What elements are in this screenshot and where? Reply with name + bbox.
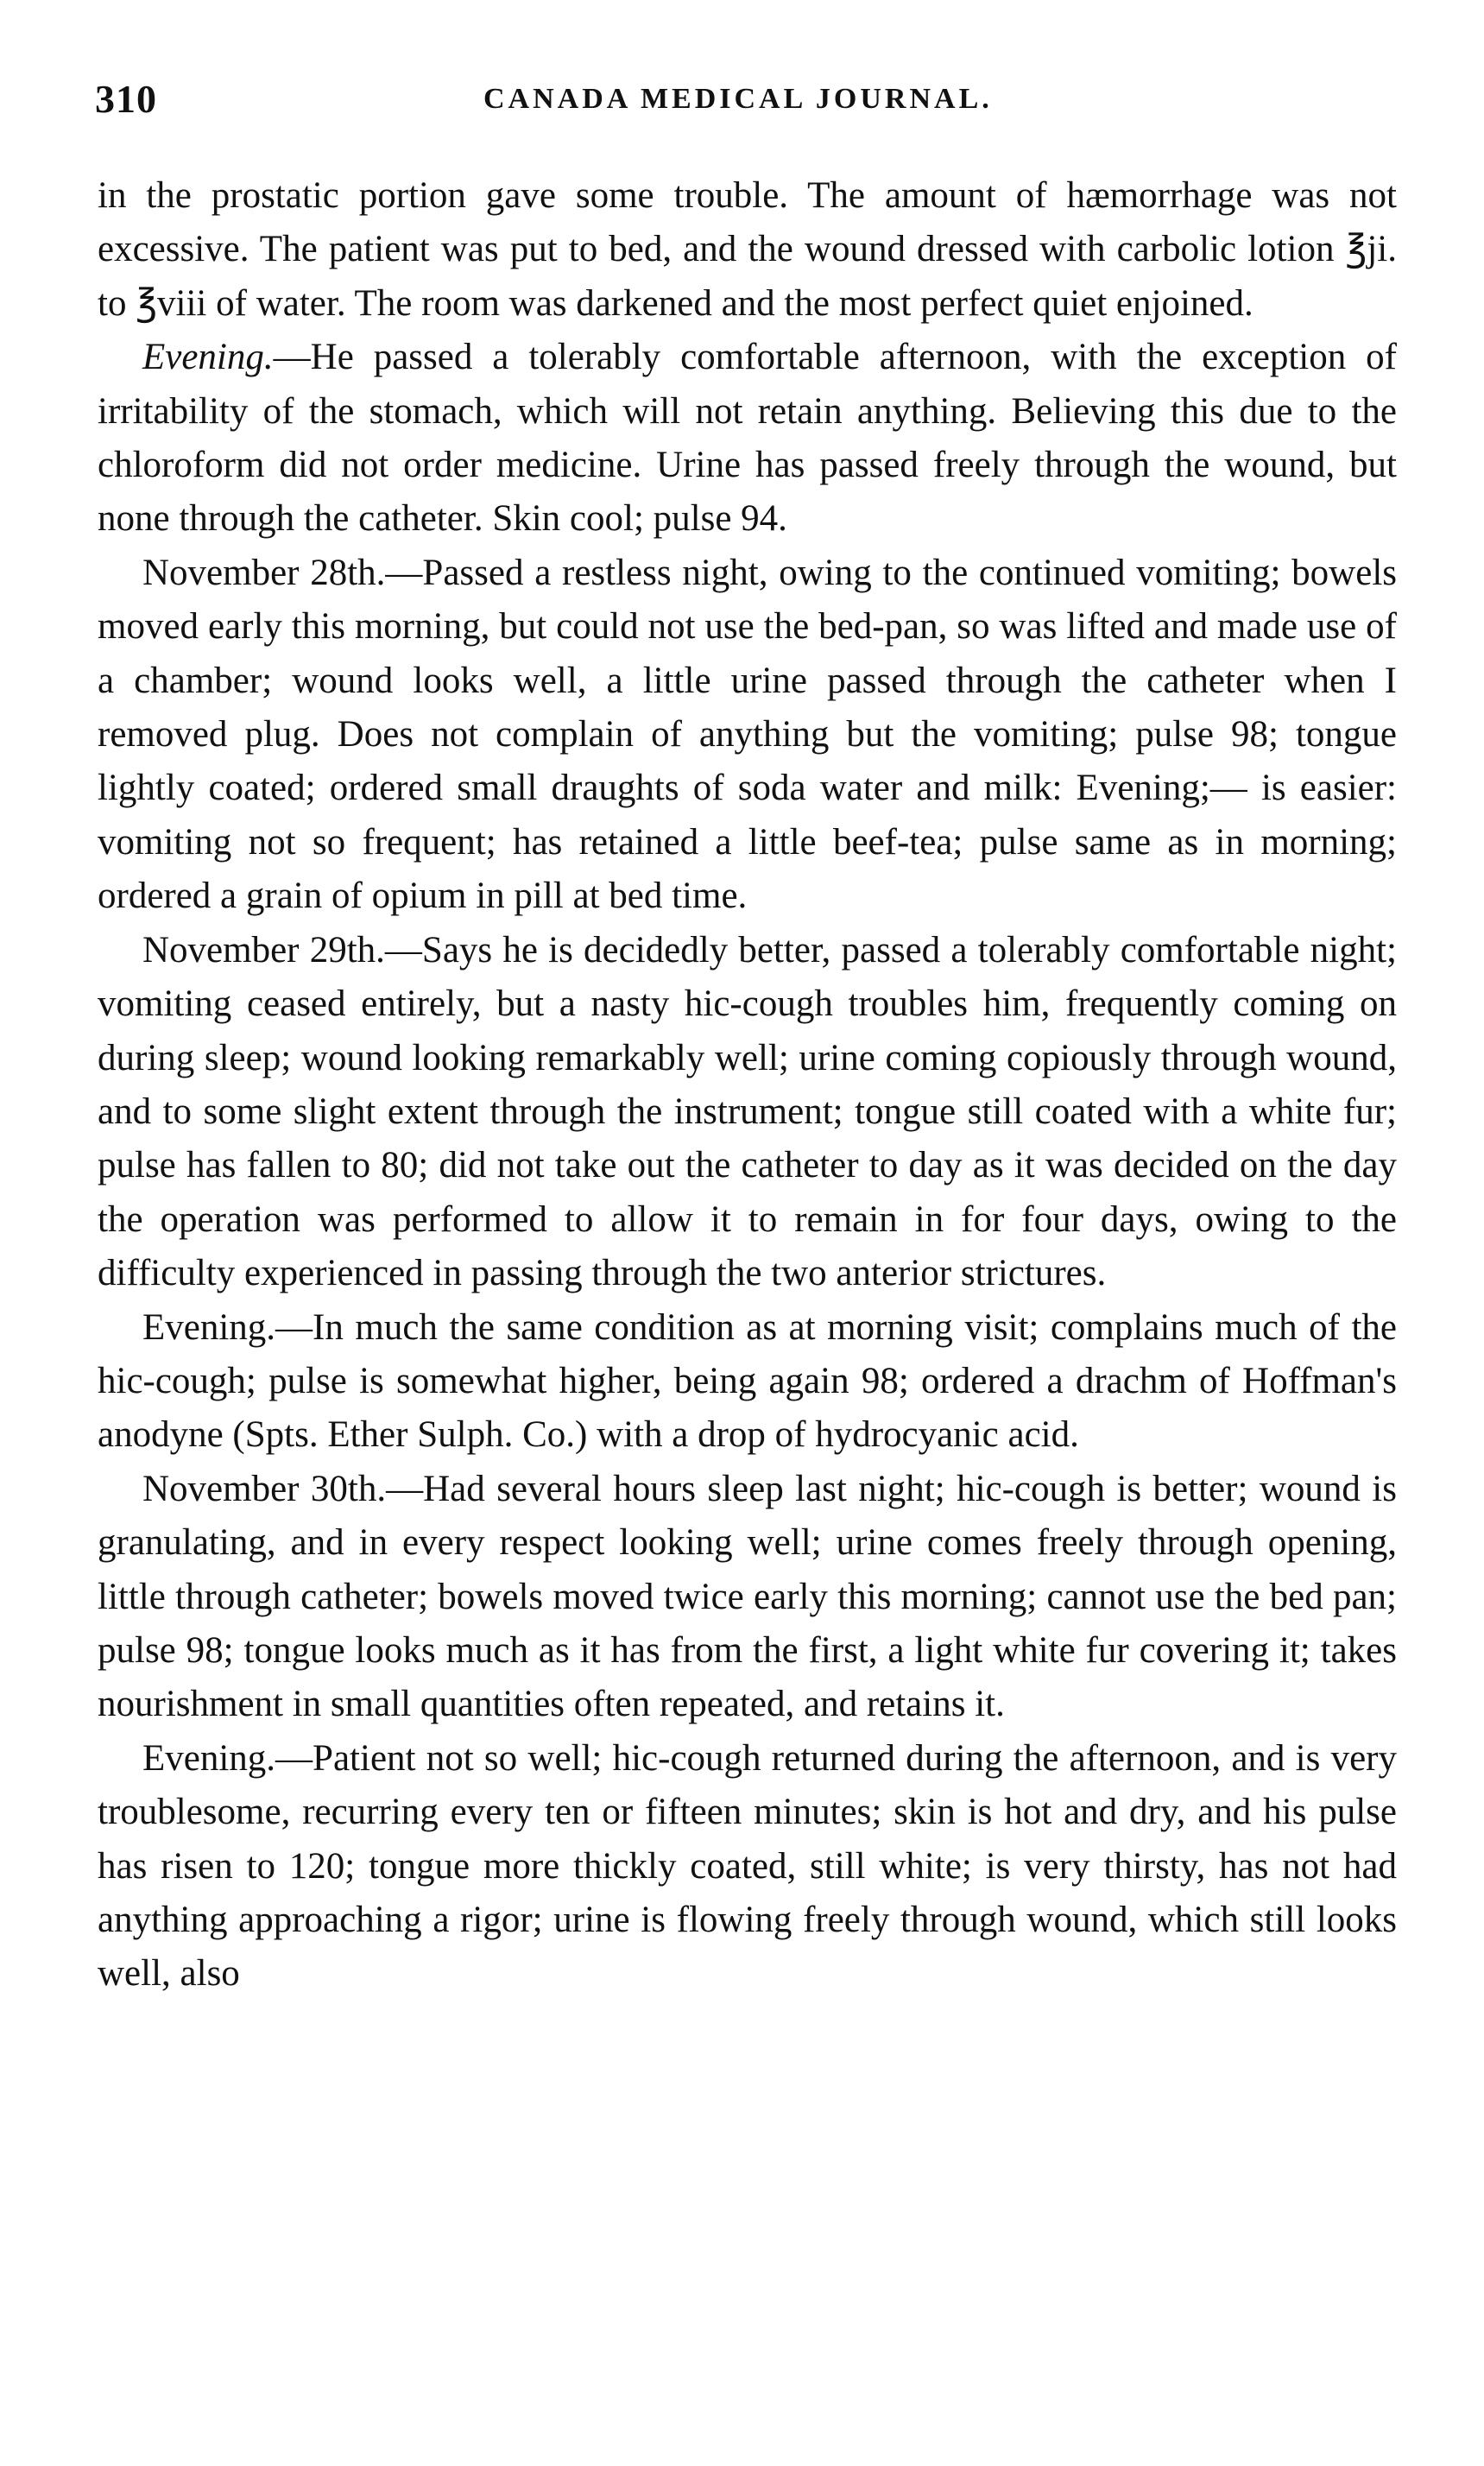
- journal-title: CANADA MEDICAL JOURNAL.: [483, 83, 993, 115]
- paragraph-text: November 28th.—Passed a restless night, owing to the continued vomiting; bowels moved early this morning, but could not use the bed-pan, so was lifted and made use of a chamber; wound looks well, a little urine passed through the catheter when I removed plug. Does not complain of anything but the vomiting; pulse 98; tongue lightly coated; ordered small draughts of soda water and milk: Evening;— is easier: vomiting not so frequent; has retained a little beef-tea; pulse same as in morning; ordered a grain of opium in pill at bed time.: [98, 552, 1397, 917]
- paragraph: [98, 924, 1397, 1301]
- paragraph: [98, 547, 1397, 924]
- paragraph: [98, 331, 1397, 547]
- paragraph-text: November 30th.—Had several hours sleep last night; hic-cough is better; wound is granulating, and in every respect looking well; urine comes freely through opening, little through catheter; bowels moved twice early this morning; cannot use the bed pan; pulse 98; tongue looks much as it has from the first, a light white fur covering it; takes nourishment in small quantities often repeated, and retains it.: [98, 1468, 1397, 1725]
- paragraph-text: Evening.—In much the same condition as at morning visit; complains much of the hic-cough; pulse is somewhat higher, being again 98; ordered a drachm of Hoffman's anodyne (Spts. Ether Sulph. Co.) with a drop of hydrocyanic acid.: [98, 1306, 1397, 1456]
- paragraph-text: in the prostatic portion gave some trouble. The amount of hæmorrhage was not excessive. The patient was put to bed, and the wound dressed with carbolic lotion ℥ji. to ℥viii of water. The room was darkened and the most perfect quiet enjoined.: [98, 175, 1397, 324]
- paragraph: [98, 169, 1397, 331]
- paragraph-text: November 29th.—Says he is decidedly better, passed a tolerably comfortable night; vomiting ceased entirely, but a nasty hic-cough troubles him, frequently coming on during sleep; wound looking remarkably well; urine coming copiously through wound, and to some slight extent through the instrument; tongue still coated with a white fur; pulse has fallen to 80; did not take out the catheter to day as it was decided on the day the operation was performed to allow it to remain in for four days, owing to the difficulty experienced in passing through the two anterior strictures.: [98, 929, 1397, 1294]
- paragraph-lead: Evening.: [142, 337, 274, 378]
- page-number: 310: [95, 77, 157, 121]
- paragraph: [98, 1301, 1397, 1463]
- paragraph-text: Evening.—Patient not so well; hic-cough returned during the afternoon, and is very troublesome, recurring every ten or fifteen minutes; skin is hot and dry, and his pulse has risen to 120; tongue more thickly coated, still white; is very thirsty, has not had anything approaching a rigor; urine is flowing freely through wound, which still looks well, also: [98, 1737, 1397, 1995]
- body-text: [98, 169, 1397, 2001]
- paragraph: [98, 1732, 1397, 2001]
- paragraph: [98, 1463, 1397, 1732]
- paragraph-text: —He passed a tolerably comfortable afternoon, with the exception of irritability of the stomach, which will not retain anything. Believing this due to the chloroform did not order medicine. Urine has passed freely through the wound, but none through the catheter. Skin cool; pulse 94.: [98, 337, 1397, 540]
- running-head: [95, 76, 1407, 128]
